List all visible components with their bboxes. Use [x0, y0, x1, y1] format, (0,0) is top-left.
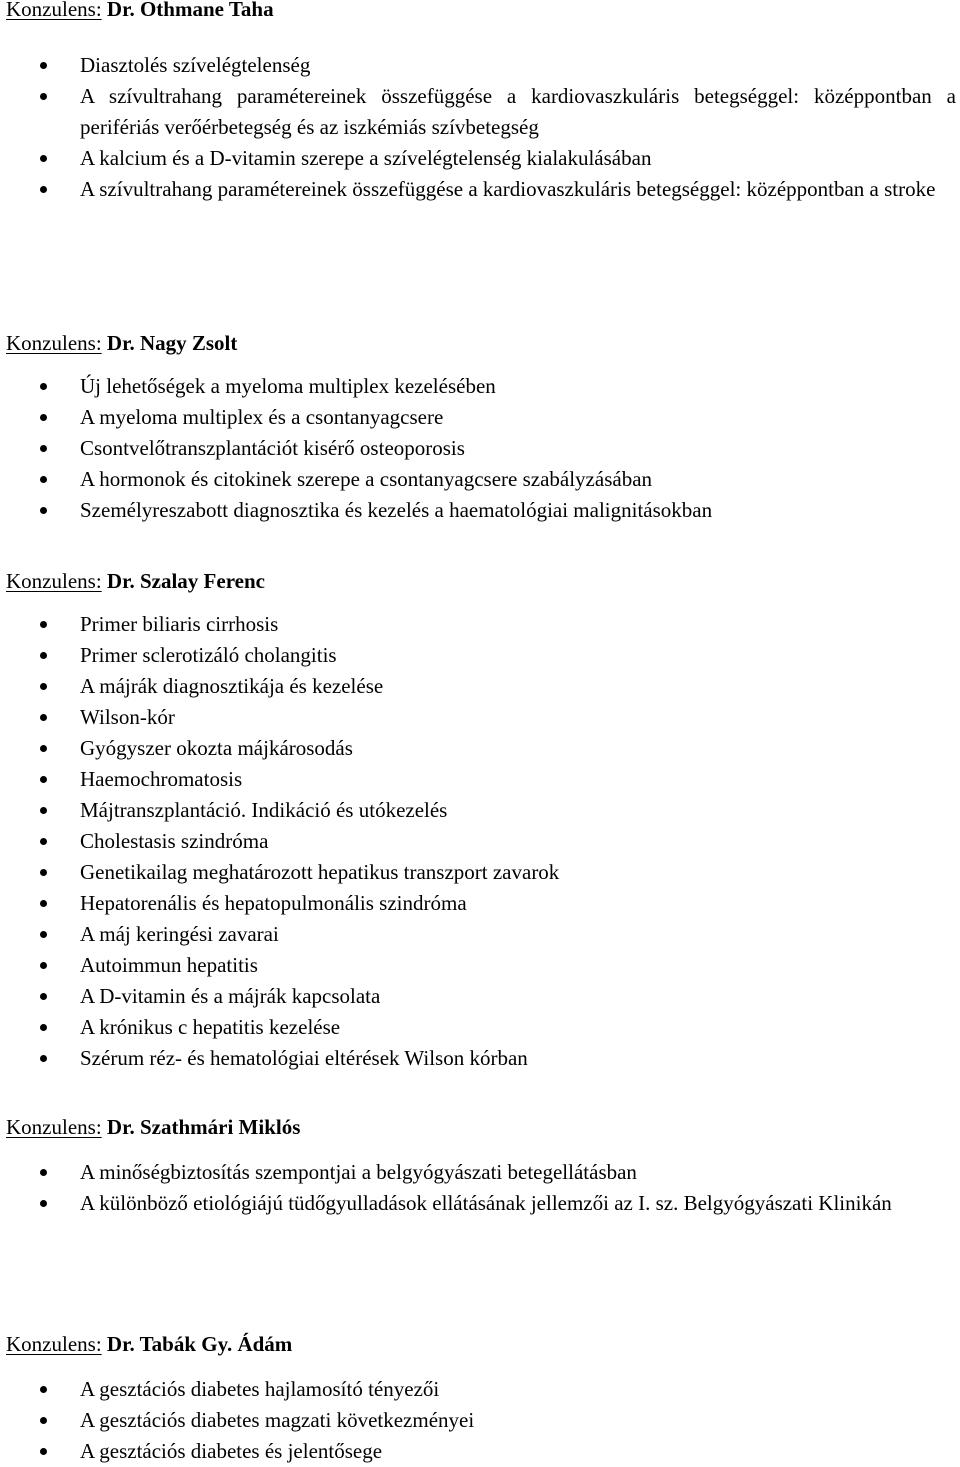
list-item: Genetikailag meghatározott hepatikus transzport zavarok	[0, 857, 960, 888]
bullet-icon	[40, 838, 47, 845]
bullet-icon	[40, 414, 47, 421]
bullet-icon	[40, 445, 47, 452]
consultant-section	[0, 0, 960, 205]
consultant-heading	[6, 566, 960, 597]
list-item: Cholestasis szindróma	[0, 826, 960, 857]
topic-list	[0, 1374, 960, 1467]
consultant-label: Konzulens:	[6, 1115, 102, 1139]
list-item: Autoimmun hepatitis	[0, 950, 960, 981]
consultant-name: Dr. Szalay Ferenc	[106, 569, 265, 593]
list-item: Új lehetőségek a myeloma multiplex kezelésében	[0, 371, 960, 402]
topic-list	[0, 609, 960, 1074]
bullet-icon	[40, 931, 47, 938]
list-item: Primer biliaris cirrhosis	[0, 609, 960, 640]
list-item: A hormonok és citokinek szerepe a csontanyagcsere szabályzásában	[0, 464, 960, 495]
list-item: Primer sclerotizáló cholangitis	[0, 640, 960, 671]
list-item: Wilson-kór	[0, 702, 960, 733]
consultant-label: Konzulens:	[6, 331, 102, 355]
bullet-icon	[40, 383, 47, 390]
bullet-icon	[40, 1055, 47, 1062]
consultant-section	[0, 1329, 960, 1467]
bullet-icon	[40, 1200, 47, 1207]
list-item: Szérum réz- és hematológiai eltérések Wilson kórban	[0, 1043, 960, 1074]
bullet-icon	[40, 62, 47, 69]
bullet-icon	[40, 1169, 47, 1176]
consultant-name: Dr. Othmane Taha	[106, 0, 274, 21]
bullet-icon	[40, 683, 47, 690]
topic-list	[0, 50, 960, 205]
list-item: A D-vitamin és a májrák kapcsolata	[0, 981, 960, 1012]
list-item: A máj keringési zavarai	[0, 919, 960, 950]
consultant-section	[0, 1112, 960, 1219]
topic-list	[0, 371, 960, 526]
list-item: A gesztációs diabetes hajlamosító tényezői	[0, 1374, 960, 1405]
bullet-icon	[40, 621, 47, 628]
bullet-icon	[40, 900, 47, 907]
list-item: A különböző etiológiájú tüdőgyulladások ellátásának jellemzői az I. sz. Belgyógyászati Klinikán	[0, 1188, 960, 1219]
bullet-icon	[40, 1417, 47, 1424]
list-item: A krónikus c hepatitis kezelése	[0, 1012, 960, 1043]
bullet-icon	[40, 776, 47, 783]
consultant-heading	[6, 1329, 960, 1360]
consultant-section	[0, 566, 960, 1074]
bullet-icon	[40, 1024, 47, 1031]
list-item: Csontvelőtranszplantációt kisérő osteoporosis	[0, 433, 960, 464]
list-item: Haemochromatosis	[0, 764, 960, 795]
list-item: A kalcium és a D-vitamin szerepe a szívelégtelenség kialakulásában	[0, 143, 960, 174]
bullet-icon	[40, 993, 47, 1000]
consultant-name: Dr. Tabák Gy. Ádám	[106, 1332, 293, 1356]
consultant-heading	[6, 0, 960, 25]
list-item: A szívultrahang paramétereinek összefüggése a kardiovaszkuláris betegséggel: középpontban a stroke	[0, 174, 960, 205]
list-item: A májrák diagnosztikája és kezelése	[0, 671, 960, 702]
bullet-icon	[40, 1448, 47, 1455]
bullet-icon	[40, 186, 47, 193]
list-item: A szívultrahang paramétereinek összefüggése a kardiovaszkuláris betegséggel: középpontban a perifériás verőérbetegség és az iszkémiás szívbetegség	[0, 81, 960, 143]
list-item: A gesztációs diabetes és jelentősege	[0, 1436, 960, 1467]
list-item: Gyógyszer okozta májkárosodás	[0, 733, 960, 764]
bullet-icon	[40, 807, 47, 814]
bullet-icon	[40, 507, 47, 514]
consultant-name: Dr. Nagy Zsolt	[106, 331, 238, 355]
bullet-icon	[40, 869, 47, 876]
bullet-icon	[40, 714, 47, 721]
bullet-icon	[40, 652, 47, 659]
list-item: A gesztációs diabetes magzati következményei	[0, 1405, 960, 1436]
list-item: Diasztolés szívelégtelenség	[0, 50, 960, 81]
consultant-name: Dr. Szathmári Miklós	[106, 1115, 301, 1139]
list-item: A minőségbiztosítás szempontjai a belgyógyászati betegellátásban	[0, 1157, 960, 1188]
bullet-icon	[40, 476, 47, 483]
bullet-icon	[40, 93, 47, 100]
list-item: A myeloma multiplex és a csontanyagcsere	[0, 402, 960, 433]
list-item: Májtranszplantáció. Indikáció és utókezelés	[0, 795, 960, 826]
consultant-section	[0, 328, 960, 526]
bullet-icon	[40, 1386, 47, 1393]
topic-list	[0, 1157, 960, 1219]
consultant-label: Konzulens:	[6, 1332, 102, 1356]
bullet-icon	[40, 962, 47, 969]
consultant-label: Konzulens:	[6, 0, 102, 21]
list-item: Személyreszabott diagnosztika és kezelés a haematológiai malignitásokban	[0, 495, 960, 526]
consultant-label: Konzulens:	[6, 569, 102, 593]
bullet-icon	[40, 155, 47, 162]
bullet-icon	[40, 745, 47, 752]
consultant-heading	[6, 1112, 960, 1143]
consultant-heading	[6, 328, 960, 359]
list-item: Hepatorenális és hepatopulmonális szindróma	[0, 888, 960, 919]
